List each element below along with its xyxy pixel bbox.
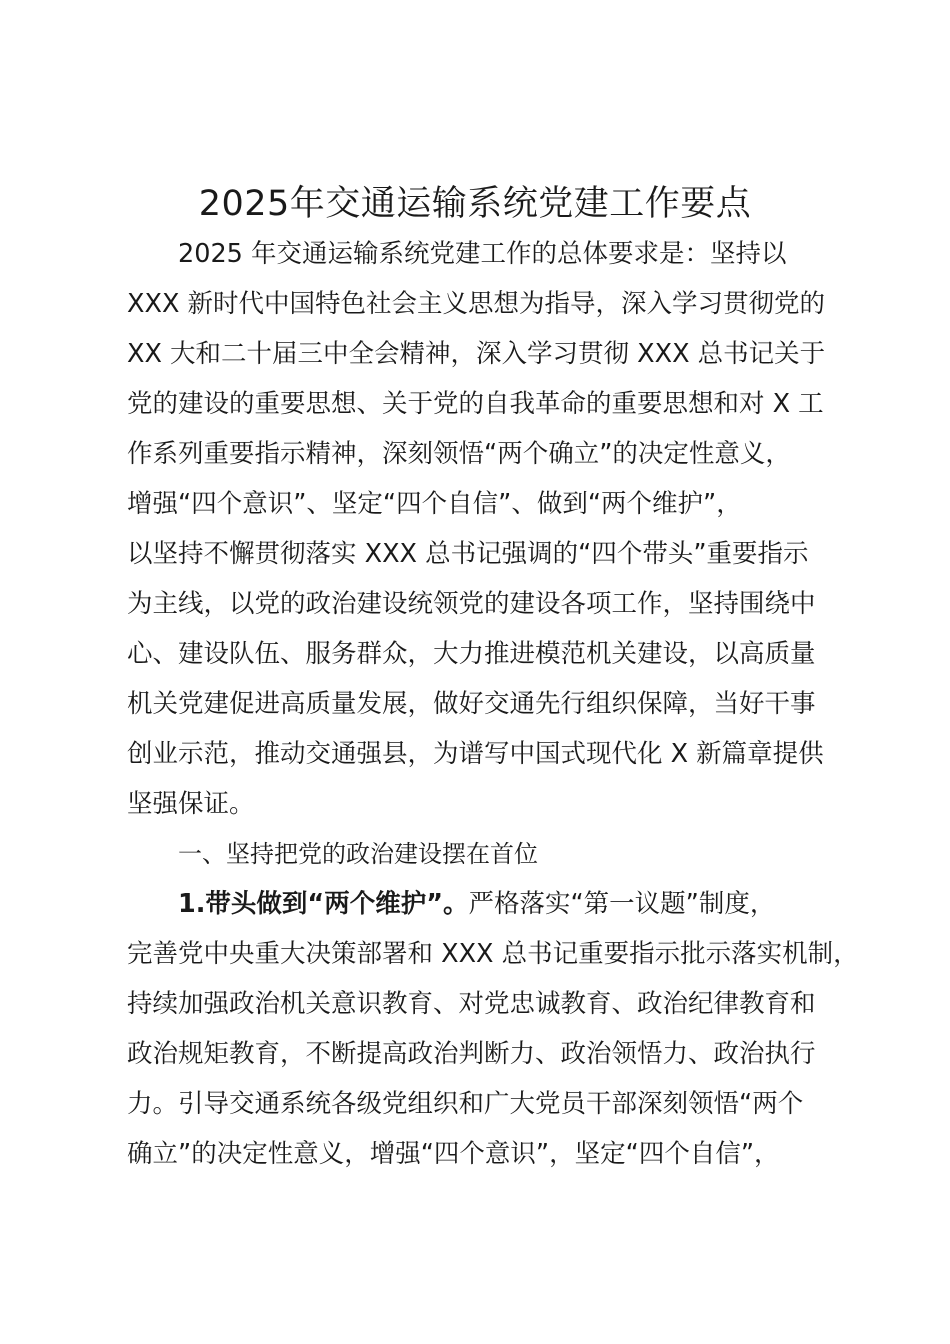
section-heading: 一、坚持把党的政治建设摆在首位 — [178, 840, 538, 868]
intro-line: XXX 新时代中国特色社会主义思想为指导，深入学习贯彻党的 — [127, 289, 826, 319]
intro-line: 心、建设队伍、服务群众，大力推进模范机关建设，以高质量 — [127, 639, 816, 669]
item-line: 完善党中央重大决策部署和 XXX 总书记重要指示批示落实机制， — [127, 939, 859, 969]
intro-line: 增强“四个意识”、坚定“四个自信”、做到“两个维护”， — [127, 489, 742, 519]
item-first-line — [178, 884, 775, 924]
intro-line: 创业示范，推动交通强县，为谱写中国式现代化 X 新篇章提供 — [127, 739, 824, 769]
item-line: 持续加强政治机关意识教育、对党忠诚教育、政治纪律教育和 — [127, 989, 816, 1019]
intro-line: 作系列重要指示精神，深刻领悟“两个确立”的决定性意义， — [127, 439, 791, 469]
document-title: 2025年交通运输系统党建工作要点 — [198, 184, 752, 224]
intro-line: 2025 年交通运输系统党建工作的总体要求是：坚持以 — [178, 239, 787, 269]
item-line: 政治规矩教育，不断提高政治判断力、政治领悟力、政治执行 — [127, 1039, 816, 1069]
item-text: 严格落实“第一议题”制度， — [468, 889, 776, 919]
intro-line: 坚强保证。 — [127, 789, 255, 819]
intro-line: 党的建设的重要思想、关于党的自我革命的重要思想和对 X 工 — [127, 389, 824, 419]
item-line: 确立”的决定性意义，增强“四个意识”，坚定“四个自信”， — [127, 1139, 780, 1169]
item-title: 1.带头做到“两个维护”。 — [178, 889, 469, 919]
intro-line: XX 大和二十届三中全会精神，深入学习贯彻 XXX 总书记关于 — [127, 339, 826, 369]
intro-line: 机关党建促进高质量发展，做好交通先行组织保障，当好干事 — [127, 689, 816, 719]
intro-line: 以坚持不懈贯彻落实 XXX 总书记强调的“四个带头”重要指示 — [127, 539, 809, 569]
item-line: 力。引导交通系统各级党组织和广大党员干部深刻领悟“两个 — [127, 1089, 804, 1119]
intro-line: 为主线，以党的政治建设统领党的建设各项工作，坚持围绕中 — [127, 589, 816, 619]
